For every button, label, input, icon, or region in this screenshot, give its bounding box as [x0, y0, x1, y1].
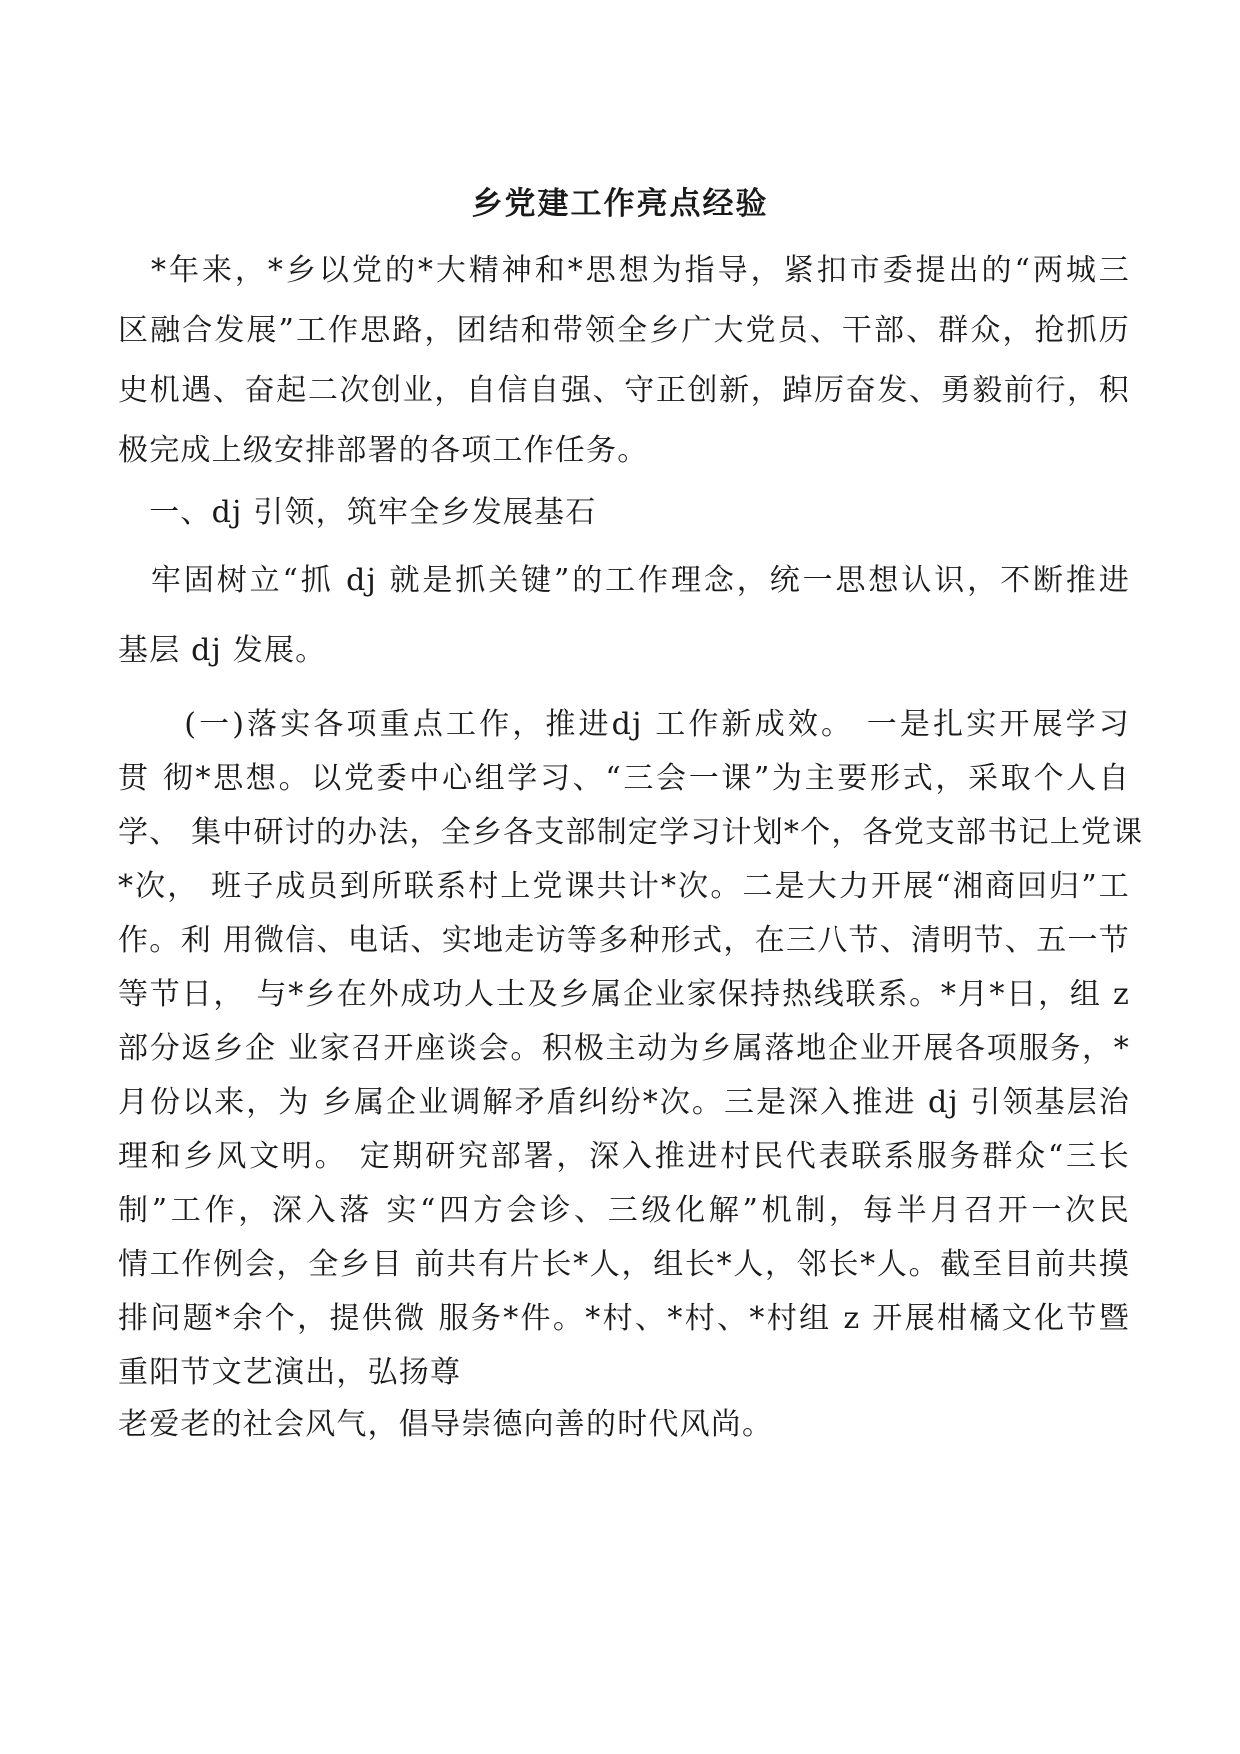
paragraph-line: *次， 班子成员到所联系村上党课共计*次。二是大力开展“湘商回归”工	[118, 869, 1130, 904]
section-heading: 一、dj 引领，筑牢全乡发展基石	[118, 495, 597, 530]
paragraph-line: 老爱老的社会风气，倡导崇德向善的时代风尚。	[118, 1407, 774, 1442]
paragraph-line: 情工作例会，全乡目 前共有片长*人，组长*人，邻长*人。截至目前共摸	[118, 1247, 1130, 1282]
paragraph-line: 制”工作，深入落 实“四方会诊、三级化解”机制，每半月召开一次民	[118, 1193, 1130, 1228]
document-title: 乡党建工作亮点经验	[471, 186, 769, 222]
paragraph-line: 学、 集中研讨的办法，全乡各支部制定学习计划*个，各党支部书记上党课	[118, 815, 1144, 850]
paragraph-line: 作。利 用微信、电话、实地走访等多种形式，在三八节、清明节、五一节	[118, 923, 1130, 958]
paragraph-line: 排问题*余个，提供微 服务*件。*村、*村、*村组 z 开展柑橘文化节暨	[118, 1301, 1130, 1336]
paragraph-line: 牢固树立“抓 dj 就是抓关键”的工作理念，统一思想认识，不断推进	[118, 563, 1130, 598]
paragraph-line: 等节日， 与*乡在外成功人士及乡属企业家保持热线联系。*月*日，组 z	[118, 977, 1130, 1012]
paragraph-line: 基层 dj 发展。	[118, 633, 327, 668]
paragraph-line: 区融合发展”工作思路，团结和带领全乡广大党员、干部、群众，抢抓历	[118, 313, 1130, 348]
paragraph-line: 理和乡风文明。 定期研究部署，深入推进村民代表联系服务群众“三长	[118, 1139, 1130, 1174]
paragraph-line: 史机遇、奋起二次创业，自信自强、守正创新，踔厉奋发、勇毅前行，积	[118, 373, 1130, 408]
paragraph-line: 月份以来，为 乡属企业调解矛盾纠纷*次。三是深入推进 dj 引领基层治	[118, 1085, 1130, 1120]
paragraph-line: 重阳节文艺演出，弘扬尊	[118, 1355, 462, 1390]
paragraph-line: *年来，*乡以党的*大精神和*思想为指导，紧扣市委提出的“两城三	[118, 253, 1130, 288]
paragraph-line: 部分返乡企 业家召开座谈会。积极主动为乡属落地企业开展各项服务，*	[118, 1031, 1130, 1066]
paragraph-line: (一)落实各项重点工作，推进dj 工作新成效。 一是扎实开展学习	[118, 707, 1130, 742]
paragraph-line: 贯 彻*思想。以党委中心组学习、“三会一课”为主要形式，采取个人自	[118, 761, 1130, 796]
paragraph-line: 极完成上级安排部署的各项工作任务。	[118, 433, 649, 468]
